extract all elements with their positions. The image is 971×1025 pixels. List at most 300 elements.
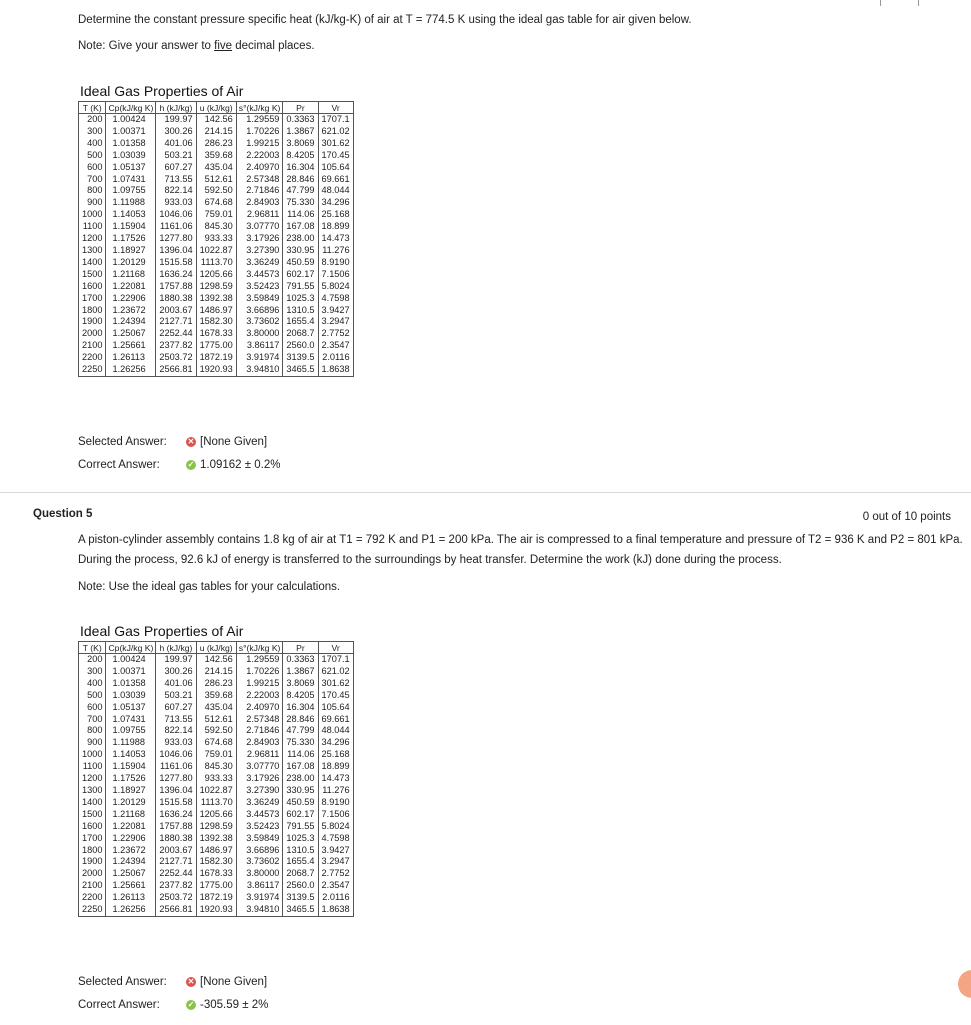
table-row (79, 725, 354, 737)
table-cell: 450.59 (283, 797, 318, 809)
table-header-cell: Pr (283, 642, 318, 654)
table-cell: 1.3867 (283, 666, 318, 678)
table-row (79, 269, 354, 281)
table-row (79, 364, 354, 376)
table-cell: 1300 (79, 245, 106, 257)
table-cell: 1.05137 (106, 162, 156, 174)
table-cell: 3.52423 (236, 821, 283, 833)
table-cell: 1.24394 (106, 316, 156, 328)
table-cell: 1.23672 (106, 305, 156, 317)
table-header-row (79, 642, 354, 654)
table-row (79, 162, 354, 174)
table-cell: 359.68 (196, 150, 236, 162)
table-cell: 1.11988 (106, 197, 156, 209)
table-cell: 2.40970 (236, 702, 283, 714)
table-cell: 1.3867 (283, 126, 318, 138)
table-cell: 800 (79, 725, 106, 737)
table-cell: 500 (79, 690, 106, 702)
table-cell: 1.24394 (106, 856, 156, 868)
table-cell: 1.07431 (106, 174, 156, 186)
table-cell: 3.59849 (236, 293, 283, 305)
table-cell: 1396.04 (156, 245, 196, 257)
table-cell: 8.4205 (283, 690, 318, 702)
table-cell: 75.330 (283, 737, 318, 749)
table-cell: 1636.24 (156, 809, 196, 821)
table-cell: 1046.06 (156, 749, 196, 761)
table-cell: 2.22003 (236, 150, 283, 162)
table-cell: 34.296 (318, 737, 353, 749)
table-cell: 200 (79, 114, 106, 126)
table-header-row (79, 102, 354, 114)
table-cell: 3.9427 (318, 305, 353, 317)
table-cell: 142.56 (196, 654, 236, 666)
table-cell: 1.25661 (106, 880, 156, 892)
table-cell: 700 (79, 174, 106, 186)
table-cell: 16.304 (283, 162, 318, 174)
table-cell: 1.14053 (106, 749, 156, 761)
table-cell: 401.06 (156, 678, 196, 690)
table-cell: 3.27390 (236, 245, 283, 257)
table-cell: 1872.19 (196, 352, 236, 364)
ideal-gas-table (78, 101, 354, 377)
table-cell: 199.97 (156, 114, 196, 126)
table-cell: 400 (79, 138, 106, 150)
note-prefix: Note: Give your answer to (78, 40, 215, 52)
table-cell: 18.899 (318, 221, 353, 233)
table-header-cell: Cp(kJ/kg K) (106, 642, 156, 654)
table-cell: 2003.67 (156, 305, 196, 317)
table-cell: 1022.87 (196, 245, 236, 257)
table-cell: 2.96811 (236, 209, 283, 221)
table-row (79, 126, 354, 138)
table-cell: 1392.38 (196, 293, 236, 305)
table-cell: 2.7752 (318, 328, 353, 340)
table-cell: 3.86117 (236, 340, 283, 352)
table-cell: 199.97 (156, 654, 196, 666)
table-cell: 3.91974 (236, 892, 283, 904)
selected-answer-value: [None Given] (200, 436, 268, 448)
table-cell: 14.473 (318, 773, 353, 785)
table-row (79, 892, 354, 904)
table-cell: 713.55 (156, 174, 196, 186)
table-cell: 1.21168 (106, 269, 156, 281)
table-cell: 3.73602 (236, 316, 283, 328)
correct-answer-value: -305.59 ± 2% (200, 999, 269, 1011)
table-row (79, 352, 354, 364)
note-suffix: decimal places. (232, 40, 315, 52)
table-cell: 500 (79, 150, 106, 162)
table-cell: 1.26113 (106, 892, 156, 904)
table-header-cell: Pr (283, 102, 318, 114)
table-cell: 602.17 (283, 809, 318, 821)
table-cell: 1.03039 (106, 690, 156, 702)
table-cell: 167.08 (283, 761, 318, 773)
table-cell: 592.50 (196, 185, 236, 197)
table-cell: 900 (79, 197, 106, 209)
question-5-prompt-line-2: During the process, 92.6 kJ of energy is transferred to the surroundings by heat transfer. Determine the work (kJ) done during the process. (78, 554, 782, 566)
table-row (79, 138, 354, 150)
table-cell: 3139.5 (283, 892, 318, 904)
table-cell: 2127.71 (156, 856, 196, 868)
table-cell: 47.799 (283, 185, 318, 197)
table-cell: 1678.33 (196, 868, 236, 880)
table-cell: 1.18927 (106, 785, 156, 797)
table-cell: 1.20129 (106, 797, 156, 809)
table-cell: 1025.3 (283, 293, 318, 305)
table-cell: 1.17526 (106, 773, 156, 785)
table-cell: 1205.66 (196, 809, 236, 821)
table-cell: 2068.7 (283, 328, 318, 340)
table-cell: 1757.88 (156, 821, 196, 833)
table-cell: 607.27 (156, 702, 196, 714)
table-cell: 1.29559 (236, 114, 283, 126)
table-cell: 1298.59 (196, 821, 236, 833)
table-cell: 1600 (79, 821, 106, 833)
table-cell: 3.27390 (236, 785, 283, 797)
correct-answer (78, 459, 280, 471)
table-cell: 1113.70 (196, 257, 236, 269)
table-cell: 2.84903 (236, 197, 283, 209)
table-cell: 713.55 (156, 714, 196, 726)
table-cell: 1.09755 (106, 725, 156, 737)
table-cell: 933.03 (156, 197, 196, 209)
table-row (79, 797, 354, 809)
table-cell: 1.25661 (106, 340, 156, 352)
table-cell: 1700 (79, 293, 106, 305)
table-row (79, 666, 354, 678)
table-cell: 3.17926 (236, 233, 283, 245)
table-row (79, 833, 354, 845)
table-header-cell: s°(kJ/kg K) (236, 102, 283, 114)
question-5-prompt-line-1: A piston-cylinder assembly contains 1.8 kg of air at T1 = 792 K and P1 = 200 kPa. The air is compressed to a final temperature and pressure of T2 = 936 K and P2 = 801 kPa. (78, 534, 963, 546)
table-cell: 602.17 (283, 269, 318, 281)
table-header-cell: u (kJ/kg) (196, 642, 236, 654)
table-cell: 435.04 (196, 162, 236, 174)
correct-answer (78, 999, 268, 1011)
table-row (79, 737, 354, 749)
table-cell: 3.44573 (236, 809, 283, 821)
table-row (79, 174, 354, 186)
table-cell: 2560.0 (283, 880, 318, 892)
table-cell: 8.4205 (283, 150, 318, 162)
table-cell: 1300 (79, 785, 106, 797)
table-cell: 2100 (79, 880, 106, 892)
table-cell: 214.15 (196, 126, 236, 138)
table-cell: 2377.82 (156, 880, 196, 892)
table-row (79, 114, 354, 126)
table-cell: 300 (79, 126, 106, 138)
table-cell: 600 (79, 702, 106, 714)
table-cell: 1.99215 (236, 678, 283, 690)
table-cell: 2560.0 (283, 340, 318, 352)
table-row (79, 293, 354, 305)
table-cell: 3.44573 (236, 269, 283, 281)
table-cell: 3.94810 (236, 904, 283, 916)
table-cell: 1486.97 (196, 305, 236, 317)
table-cell: 822.14 (156, 725, 196, 737)
table-cell: 1.22906 (106, 293, 156, 305)
table-cell: 933.03 (156, 737, 196, 749)
table-cell: 845.30 (196, 761, 236, 773)
table-cell: 1486.97 (196, 845, 236, 857)
table-row (79, 821, 354, 833)
table-cell: 1.29559 (236, 654, 283, 666)
table-cell: 1392.38 (196, 833, 236, 845)
table-cell: 1205.66 (196, 269, 236, 281)
table-cell: 1025.3 (283, 833, 318, 845)
table-header-cell: h (kJ/kg) (156, 642, 196, 654)
table-row (79, 209, 354, 221)
table-cell: 2250 (79, 364, 106, 376)
table-cell: 3.91974 (236, 352, 283, 364)
table-cell: 1655.4 (283, 856, 318, 868)
table-cell: 48.044 (318, 725, 353, 737)
table-cell: 114.06 (283, 749, 318, 761)
table-cell: 512.61 (196, 174, 236, 186)
table-cell: 1678.33 (196, 328, 236, 340)
table-cell: 1655.4 (283, 316, 318, 328)
table-cell: 3465.5 (283, 364, 318, 376)
table-cell: 1920.93 (196, 904, 236, 916)
question-heading: Question 5 (33, 508, 93, 520)
table-cell: 5.8024 (318, 821, 353, 833)
table-cell: 7.1506 (318, 269, 353, 281)
table-cell: 1.01358 (106, 678, 156, 690)
table-row (79, 690, 354, 702)
table-row (79, 773, 354, 785)
table-cell: 2.57348 (236, 714, 283, 726)
selected-answer-label: Selected Answer: (78, 436, 167, 448)
table-cell: 105.64 (318, 162, 353, 174)
table-header-cell: h (kJ/kg) (156, 102, 196, 114)
table-cell: 800 (79, 185, 106, 197)
table-row (79, 340, 354, 352)
table-cell: 1100 (79, 761, 106, 773)
table-row (79, 197, 354, 209)
table-cell: 1161.06 (156, 221, 196, 233)
table-cell: 1920.93 (196, 364, 236, 376)
table-cell: 47.799 (283, 725, 318, 737)
table-cell: 1900 (79, 856, 106, 868)
table-cell: 25.168 (318, 749, 353, 761)
selected-answer (78, 436, 267, 448)
table-cell: 2.40970 (236, 162, 283, 174)
table-cell: 1.00424 (106, 114, 156, 126)
question-points: 0 out of 10 points (862, 511, 951, 523)
table-cell: 3.07770 (236, 761, 283, 773)
question-5-note: Note: Use the ideal gas tables for your calculations. (78, 581, 341, 593)
table-cell: 1.00424 (106, 654, 156, 666)
table-cell: 301.62 (318, 678, 353, 690)
table-cell: 1707.1 (318, 654, 353, 666)
table-cell: 1.26256 (106, 364, 156, 376)
table-cell: 1.03039 (106, 150, 156, 162)
table-row (79, 749, 354, 761)
table-cell: 1757.88 (156, 281, 196, 293)
table-cell: 933.33 (196, 233, 236, 245)
table-cell: 1.25067 (106, 868, 156, 880)
table-cell: 1277.80 (156, 233, 196, 245)
table-cell: 1.11988 (106, 737, 156, 749)
table-cell: 1800 (79, 305, 106, 317)
table-cell: 400 (79, 678, 106, 690)
table-header-cell: s°(kJ/kg K) (236, 642, 283, 654)
table-cell: 8.9190 (318, 257, 353, 269)
table-cell: 900 (79, 737, 106, 749)
table-cell: 1.17526 (106, 233, 156, 245)
x-circle-icon: ✕ (187, 436, 195, 446)
table-cell: 2200 (79, 352, 106, 364)
table-cell: 759.01 (196, 209, 236, 221)
table-cell: 1.26113 (106, 352, 156, 364)
table-cell: 1000 (79, 749, 106, 761)
table-row (79, 856, 354, 868)
table-cell: 2.22003 (236, 690, 283, 702)
table-cell: 1.15904 (106, 221, 156, 233)
table-header-cell: T (K) (79, 102, 106, 114)
table-cell: 142.56 (196, 114, 236, 126)
table-cell: 2250 (79, 904, 106, 916)
table-row (79, 654, 354, 666)
table-cell: 1515.58 (156, 797, 196, 809)
table-cell: 0.3363 (283, 654, 318, 666)
table-cell: 1310.5 (283, 845, 318, 857)
table-cell: 4.7598 (318, 293, 353, 305)
table-cell: 1872.19 (196, 892, 236, 904)
table-cell: 1.07431 (106, 714, 156, 726)
table-header-cell: T (K) (79, 642, 106, 654)
ideal-gas-table (78, 641, 354, 917)
table-cell: 933.33 (196, 773, 236, 785)
table-cell: 25.168 (318, 209, 353, 221)
table-row (79, 245, 354, 257)
table-cell: 822.14 (156, 185, 196, 197)
table-cell: 2.3547 (318, 880, 353, 892)
table-row (79, 185, 354, 197)
table-row (79, 233, 354, 245)
table-cell: 3139.5 (283, 352, 318, 364)
table-cell: 674.68 (196, 197, 236, 209)
table-cell: 2252.44 (156, 328, 196, 340)
table-cell: 105.64 (318, 702, 353, 714)
table-cell: 1.01358 (106, 138, 156, 150)
table-cell: 674.68 (196, 737, 236, 749)
table-cell: 2068.7 (283, 868, 318, 880)
table-cell: 1.14053 (106, 209, 156, 221)
table-cell: 300.26 (156, 126, 196, 138)
table-cell: 1200 (79, 233, 106, 245)
table-cell: 286.23 (196, 138, 236, 150)
table-cell: 2127.71 (156, 316, 196, 328)
table-cell: 238.00 (283, 773, 318, 785)
table-row (79, 150, 354, 162)
table-cell: 503.21 (156, 150, 196, 162)
table-cell: 1.22081 (106, 821, 156, 833)
table-cell: 1900 (79, 316, 106, 328)
table-row (79, 305, 354, 317)
table-cell: 1.09755 (106, 185, 156, 197)
table-cell: 75.330 (283, 197, 318, 209)
table-row (79, 221, 354, 233)
table-cell: 170.45 (318, 690, 353, 702)
question-4-section (0, 0, 971, 490)
table-cell: 200 (79, 654, 106, 666)
table-cell: 2000 (79, 868, 106, 880)
table-cell: 3.59849 (236, 833, 283, 845)
table-row (79, 904, 354, 916)
table-cell: 759.01 (196, 749, 236, 761)
table-cell: 330.95 (283, 245, 318, 257)
table-cell: 1400 (79, 257, 106, 269)
table-title: Ideal Gas Properties of Air (80, 623, 244, 639)
table-cell: 1.23672 (106, 845, 156, 857)
table-cell: 621.02 (318, 666, 353, 678)
table-cell: 69.661 (318, 714, 353, 726)
table-cell: 2000 (79, 328, 106, 340)
table-cell: 48.044 (318, 185, 353, 197)
correct-answer-value: 1.09162 ± 0.2% (200, 459, 281, 471)
check-circle-icon: ✓ (187, 459, 195, 469)
table-cell: 69.661 (318, 174, 353, 186)
question-4-prompt: Determine the constant pressure specific heat (kJ/kg-K) of air at T = 774.5 K using the ideal gas table for air given below. (78, 14, 692, 26)
table-cell: 2003.67 (156, 845, 196, 857)
table-cell: 28.846 (283, 714, 318, 726)
table-cell: 1636.24 (156, 269, 196, 281)
correct-answer-label: Correct Answer: (78, 459, 160, 471)
table-row (79, 257, 354, 269)
table-cell: 18.899 (318, 761, 353, 773)
table-cell: 5.8024 (318, 281, 353, 293)
table-cell: 330.95 (283, 785, 318, 797)
table-row (79, 880, 354, 892)
table-cell: 1200 (79, 773, 106, 785)
table-cell: 1298.59 (196, 281, 236, 293)
table-cell: 3.17926 (236, 773, 283, 785)
table-row (79, 316, 354, 328)
table-cell: 2.0116 (318, 352, 353, 364)
table-cell: 214.15 (196, 666, 236, 678)
table-cell: 3.66896 (236, 305, 283, 317)
table-cell: 359.68 (196, 690, 236, 702)
table-cell: 11.276 (318, 245, 353, 257)
table-cell: 28.846 (283, 174, 318, 186)
table-cell: 791.55 (283, 281, 318, 293)
table-cell: 8.9190 (318, 797, 353, 809)
table-cell: 1000 (79, 209, 106, 221)
table-cell: 2.71846 (236, 185, 283, 197)
table-row (79, 845, 354, 857)
table-cell: 1277.80 (156, 773, 196, 785)
table-cell: 1.00371 (106, 126, 156, 138)
table-cell: 238.00 (283, 233, 318, 245)
table-cell: 3.2947 (318, 856, 353, 868)
table-cell: 3.2947 (318, 316, 353, 328)
table-cell: 14.473 (318, 233, 353, 245)
table-cell: 1.99215 (236, 138, 283, 150)
table-cell: 1775.00 (196, 340, 236, 352)
table-cell: 1500 (79, 269, 106, 281)
table-row (79, 678, 354, 690)
table-cell: 3465.5 (283, 904, 318, 916)
table-cell: 1.25067 (106, 328, 156, 340)
table-cell: 0.3363 (283, 114, 318, 126)
table-cell: 592.50 (196, 725, 236, 737)
table-cell: 2200 (79, 892, 106, 904)
table-cell: 2566.81 (156, 904, 196, 916)
table-cell: 700 (79, 714, 106, 726)
table-row (79, 809, 354, 821)
table-cell: 300 (79, 666, 106, 678)
